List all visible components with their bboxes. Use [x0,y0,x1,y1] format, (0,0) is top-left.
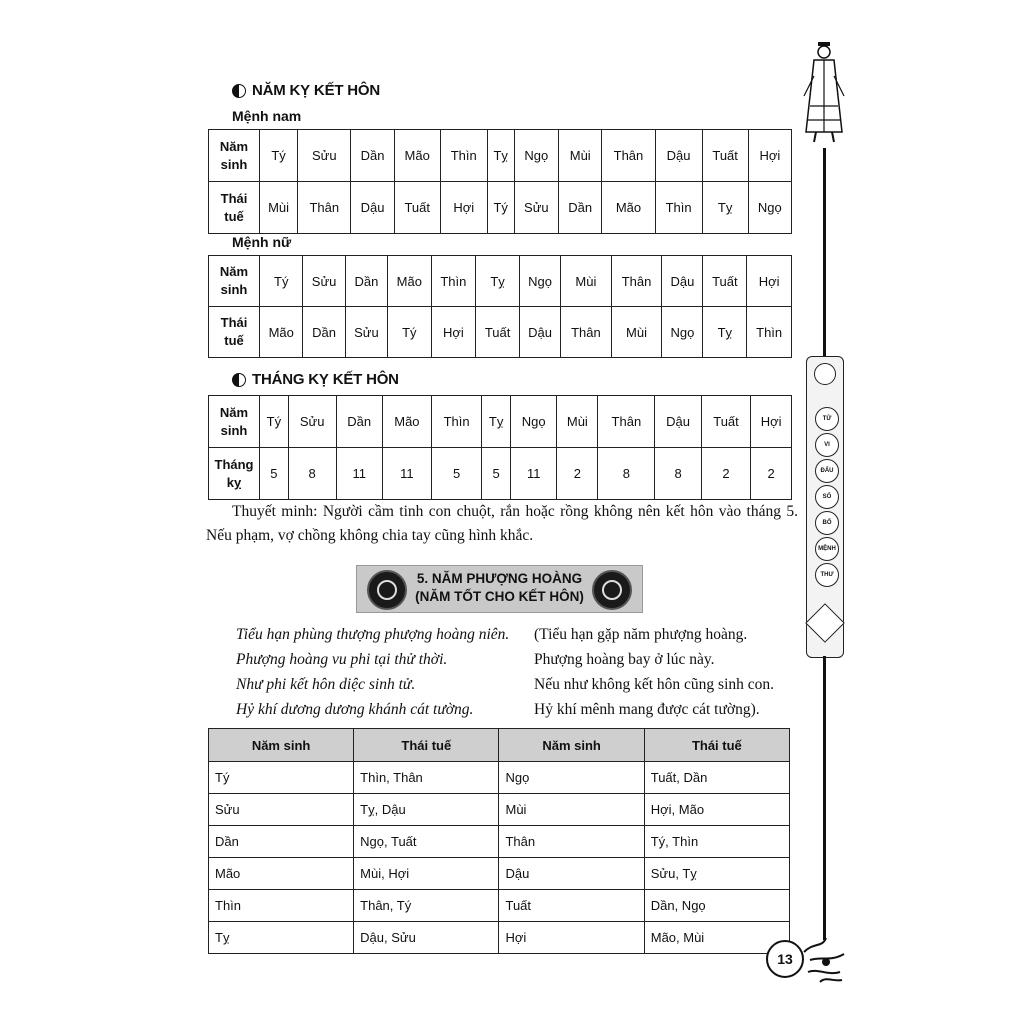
cell: Thìn [431,396,481,448]
cell: Mão [209,858,354,890]
sidebar-line [823,148,826,356]
cell: Tý [209,762,354,794]
cell: Ngọ [748,182,791,234]
phoenix-banner [356,565,643,613]
cell: 11 [336,448,382,500]
cell: Mão [394,130,440,182]
cell: Tỵ [482,396,511,448]
cell: 5 [431,448,481,500]
cell: Tý [260,396,289,448]
cell: 5 [260,448,289,500]
sidebar-bubble: VI [815,433,839,457]
poem [236,622,536,722]
cell: Tỵ [209,922,354,954]
cell: Mão [388,256,431,307]
cell: 2 [751,448,792,500]
cell: Tỵ, Dậu [354,794,499,826]
cell: Sửu [303,256,345,307]
cell: Sửu, Tỵ [644,858,789,890]
cloud-emblem-icon [814,363,836,385]
row-header-birth: Năm sinh [209,396,260,448]
sidebar-bubble: MỆNH [815,537,839,561]
cell: Thân [611,256,662,307]
bagua-emblem-icon [805,603,845,643]
row-header-month: Tháng kỵ [209,448,260,500]
cell: Dậu [662,256,703,307]
cell: Hợi [440,182,487,234]
cell: Ngọ, Tuất [354,826,499,858]
cell: Mùi [557,396,598,448]
scholar-figure-icon [796,36,852,148]
cell: Ngọ [662,307,703,358]
phoenix-year-table [208,728,790,954]
cell: Tuất [701,396,750,448]
cell: Tý [388,307,431,358]
floral-ornament-icon [800,932,848,988]
cell: Ngọ [499,762,644,794]
poem-line: Như phi kết hôn diệc sinh tử. [236,676,416,693]
translation-line: Nếu như không kết hôn cũng sinh con. [534,676,775,693]
cell: 11 [511,448,557,500]
cell: 8 [655,448,701,500]
section-heading-thang-ky [232,371,399,388]
female-table [208,255,792,358]
cell: Tỵ [702,182,748,234]
cell: Mùi [561,256,612,307]
cell: Hợi, Mão [644,794,789,826]
cell: Tuất [703,256,747,307]
cell: Sửu [514,182,559,234]
cell: Tý [260,256,303,307]
male-table [208,129,792,234]
table-row [209,858,790,890]
note-paragraph: Thuyết minh: Người cầm tinh con chuột, rắn hoặc rồng không nên kết hôn vào tháng 5. Nếu phạm, vợ chồng không chia tay cũng hình khắc. [206,503,798,544]
cell: Mão, Mùi [644,922,789,954]
cell: Mùi, Hợi [354,858,499,890]
cell: Mùi [611,307,662,358]
poem-translation [534,622,804,722]
row-header-birth: Năm sinh [209,256,260,307]
cell: Thân, Tý [354,890,499,922]
cell: Sửu [288,396,336,448]
cell: Mùi [499,794,644,826]
cell: Thân [602,130,655,182]
sidebar-bubble: SỐ [815,485,839,509]
month-table [208,395,792,500]
dragon-medallion-icon [592,570,632,610]
female-label: Mệnh nữ [232,234,292,250]
table-header-row [209,729,790,762]
cell: 8 [288,448,336,500]
sidebar-scroll [806,356,844,658]
banner-title: 5. NĂM PHƯỢNG HOÀNG (NĂM TỐT CHO KẾT HÔN) [415,571,584,604]
page-number: 13 [766,940,804,978]
cell: Mão [382,396,431,448]
column-header: Thái tuế [354,729,499,762]
cell: Ngọ [514,130,559,182]
cell: Dậu [655,130,702,182]
cell: Tuất, Dần [644,762,789,794]
poem-line: Tiểu hạn phùng thượng phượng hoàng niên. [236,626,510,643]
table-row [209,890,790,922]
section-heading-nam-ky [232,82,380,99]
cell: 2 [701,448,750,500]
column-header: Năm sinh [209,729,354,762]
sidebar-bubble: ĐẨU [815,459,839,483]
column-header: Thái tuế [644,729,789,762]
section-title: NĂM KỴ KẾT HÔN [252,82,381,99]
cell: Tuất [394,182,440,234]
yin-yang-icon [232,84,246,98]
cell: Thìn [209,890,354,922]
sidebar-bubble: TỬ [815,407,839,431]
sidebar-bubble: THƯ [815,563,839,587]
cell: Dần [559,182,602,234]
cell: Mão [260,307,303,358]
cell: Dậu [655,396,701,448]
cell: Ngọ [520,256,561,307]
table-row [209,762,790,794]
row-header-thaitue: Thái tuế [209,307,260,358]
cell: Hợi [499,922,644,954]
cell: Thân [499,826,644,858]
cell: Tỵ [476,256,520,307]
poem-line: Phượng hoàng vu phi tại thử thời. [236,651,448,668]
cell: Thìn, Thân [354,762,499,794]
cell: Tý, Thìn [644,826,789,858]
cell: Tý [487,182,514,234]
cell: Thân [298,182,351,234]
cell: 8 [598,448,655,500]
section-title: THÁNG KỴ KẾT HÔN [252,371,399,388]
yin-yang-icon [232,373,246,387]
cell: Dậu [499,858,644,890]
cell: Hợi [431,307,476,358]
cell: Tỵ [703,307,747,358]
cell: 11 [382,448,431,500]
cell: Tuất [499,890,644,922]
cell: Sửu [298,130,351,182]
male-label: Mệnh nam [232,108,302,124]
cell: Thìn [440,130,487,182]
cell: Hợi [748,130,791,182]
cell: Tuất [702,130,748,182]
cell: Ngọ [511,396,557,448]
dragon-medallion-icon [367,570,407,610]
cell: Mùi [260,182,298,234]
poem-line: Hỷ khí dương dương khánh cát tường. [236,701,474,718]
table-row [209,826,790,858]
column-header: Năm sinh [499,729,644,762]
table-row [209,922,790,954]
cell: Tuất [476,307,520,358]
cell: Thìn [655,182,702,234]
cell: Dậu [520,307,561,358]
cell: Thìn [431,256,476,307]
cell: Dậu, Sửu [354,922,499,954]
row-header-birth: Năm sinh [209,130,260,182]
cell: Thân [598,396,655,448]
row-header-thaitue: Thái tuế [209,182,260,234]
cell: Hợi [751,396,792,448]
cell: Hợi [747,256,792,307]
sidebar-line [823,656,826,940]
cell: Sửu [209,794,354,826]
cell: Dần, Ngọ [644,890,789,922]
cell: Mão [602,182,655,234]
cell: Dần [351,130,394,182]
cell: 2 [557,448,598,500]
cell: Dậu [351,182,394,234]
cell: Mùi [559,130,602,182]
translation-line: (Tiểu hạn gặp năm phượng hoàng. [534,626,748,643]
cell: Tỵ [487,130,514,182]
sidebar-bubble: BỔ [815,511,839,535]
translation-line: Phượng hoàng bay ở lúc này. [534,651,715,668]
cell: Dần [303,307,345,358]
translation-line: Hỷ khí mênh mang được cát tường). [534,701,760,718]
cell: Thìn [747,307,792,358]
table-row [209,794,790,826]
cell: Sửu [345,307,387,358]
cell: Tý [260,130,298,182]
cell: Dần [209,826,354,858]
cell: Dần [345,256,387,307]
cell: Thân [561,307,612,358]
cell: 5 [482,448,511,500]
cell: Dần [336,396,382,448]
